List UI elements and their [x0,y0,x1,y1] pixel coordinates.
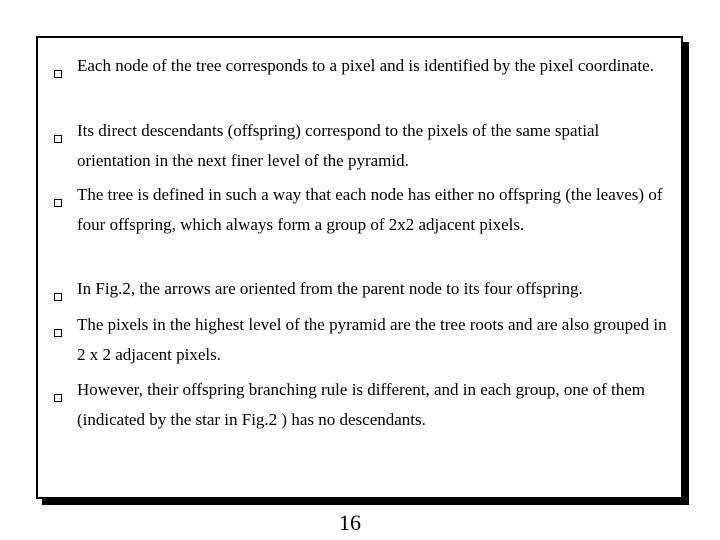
square-bullet-icon [54,70,62,78]
bullet-text: The pixels in the highest level of the pyramid are the tree roots and are also grouped in 2 x 2 adjacent pixels. [77,315,667,364]
bullet-text: However, their offspring branching rule is different, and in each group, one of them (indicated by the star in Fig.2 ) has no descendants. [77,380,646,429]
slide-frame [36,36,683,499]
square-bullet-icon [54,329,62,337]
bullet-text: The tree is defined in such a way that each node has either no offspring (the leaves) of four offspring, which always form a group of 2x2 adjacent pixels. [77,185,663,234]
bullet-text: Each node of the tree corresponds to a pixel and is identified by the pixel coordinate. [77,56,654,75]
square-bullet-icon [54,293,62,301]
page-number: 16 [339,510,361,535]
bullet-text: Its direct descendants (offspring) correspond to the pixels of the same spatial orientation in the next finer level of the pyramid. [77,121,600,170]
square-bullet-icon [54,135,62,143]
square-bullet-icon [54,199,62,207]
bullet-text: In Fig.2, the arrows are oriented from the parent node to its four offspring. [77,279,583,298]
square-bullet-icon [54,394,62,402]
